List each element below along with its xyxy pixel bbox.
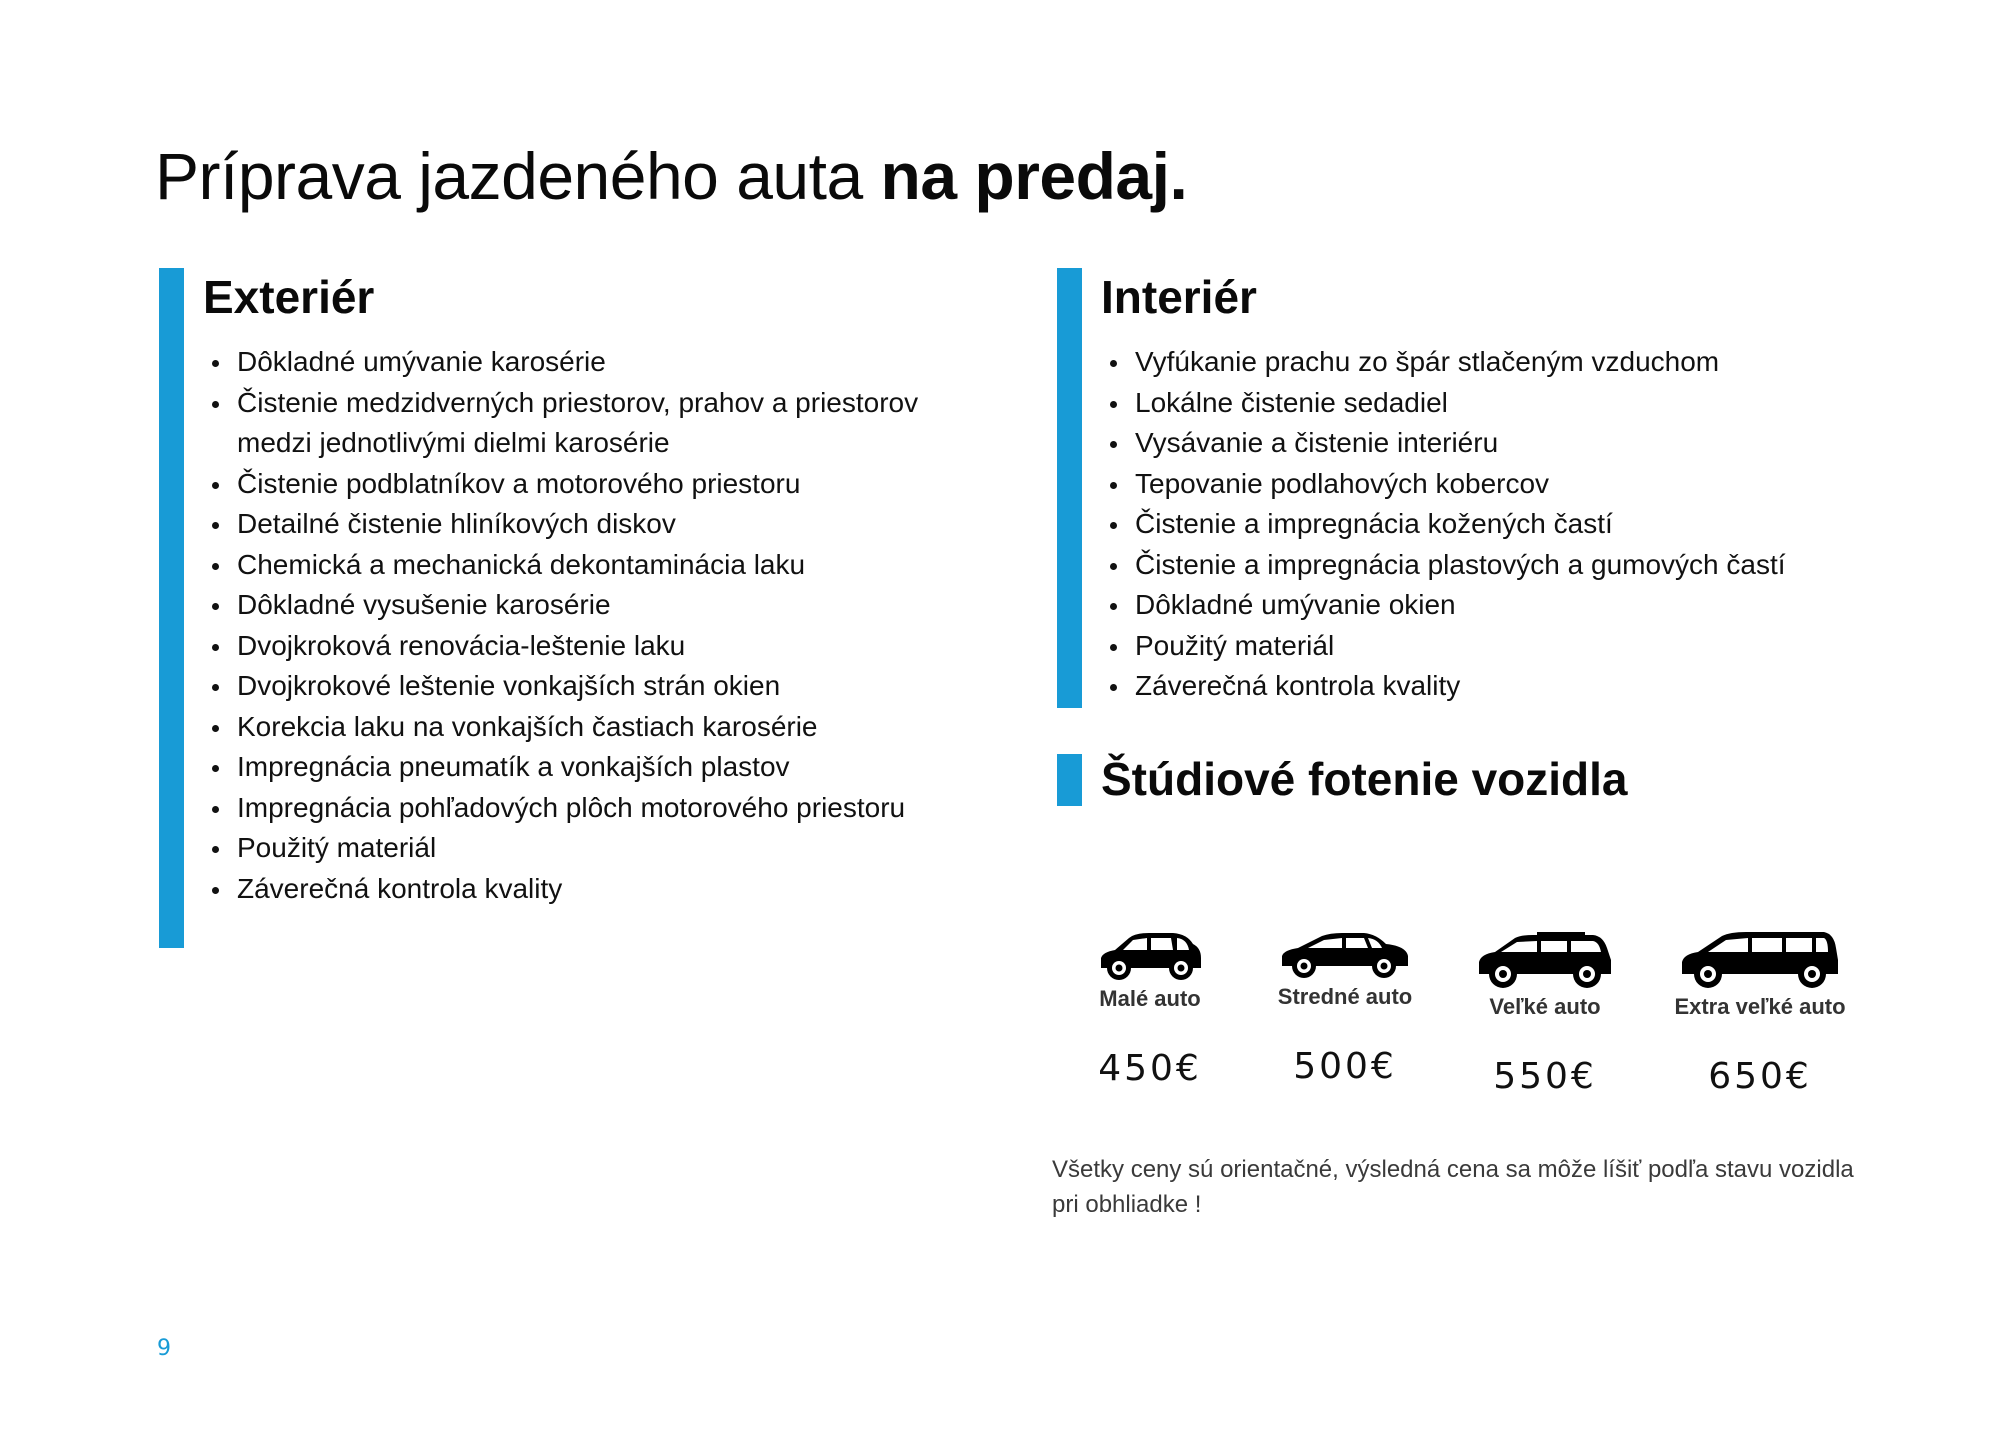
interior-list	[1101, 342, 1991, 707]
list-item: • Vyfúkanie prachu zo špár stlačeným vzduchom	[1131, 342, 1991, 383]
car-price: 550€	[1493, 1056, 1597, 1097]
studio-heading: Štúdiové fotenie vozidla	[1101, 753, 1628, 805]
exterior-section	[159, 268, 919, 948]
page-number: 9	[157, 1336, 171, 1361]
list-item: • Dvojkroková renovácia-leštenie laku	[233, 626, 933, 667]
list-item: • Dvojkrokové leštenie vonkajších strán okien	[233, 666, 933, 707]
car-option-small	[1060, 930, 1240, 1089]
studio-accent-bar	[1057, 754, 1082, 806]
price-disclaimer: Všetky ceny sú orientačné, výsledná cena sa môže líšiť podľa stavu vozidla pri obhliadke !	[1052, 1156, 1854, 1218]
car-price-list	[1040, 930, 1880, 1110]
page-title-regular: Príprava jazdeného auta	[155, 139, 881, 213]
list-item: • Použitý materiál	[1131, 626, 1991, 667]
list-item: • Dôkladné umývanie okien	[1131, 585, 1991, 626]
extra-large-car-icon	[1678, 930, 1842, 990]
list-item: • Použitý materiál	[233, 828, 933, 869]
car-option-large	[1455, 930, 1635, 1097]
exterior-heading: Exteriér	[203, 271, 375, 323]
list-item: • Čistenie medzidverných priestorov, prahov a priestorov medzi jednotlivými dielmi karosérie	[233, 383, 933, 464]
exterior-list	[203, 342, 933, 909]
page-title-bold: na predaj.	[880, 139, 1188, 213]
car-option-medium	[1245, 930, 1445, 1087]
car-price: 450€	[1098, 1048, 1202, 1089]
large-car-icon	[1475, 930, 1615, 990]
interior-accent-bar	[1057, 268, 1082, 708]
list-item: • Detailné čistenie hliníkových diskov	[233, 504, 933, 545]
list-item: • Čistenie podblatníkov a motorového priestoru	[233, 464, 933, 505]
list-item: • Dôkladné vysušenie karosérie	[233, 585, 933, 626]
list-item: • Impregnácia pohľadových plôch motorového priestoru	[233, 788, 933, 829]
car-label: Extra veľké auto	[1674, 994, 1846, 1019]
list-item: • Chemická a mechanická dekontaminácia laku	[233, 545, 933, 586]
list-item: • Impregnácia pneumatík a vonkajších plastov	[233, 747, 933, 788]
car-label: Stredné auto	[1277, 984, 1413, 1009]
small-car-icon	[1095, 930, 1205, 982]
list-item: • Čistenie a impregnácia kožených častí	[1131, 504, 1991, 545]
list-item: • Dôkladné umývanie karosérie	[233, 342, 933, 383]
medium-car-icon	[1278, 930, 1412, 980]
car-price: 650€	[1708, 1056, 1812, 1097]
studio-section	[1057, 752, 1857, 806]
list-item: • Čistenie a impregnácia plastových a gumových častí	[1131, 545, 1991, 586]
exterior-accent-bar	[159, 268, 184, 948]
list-item: • Tepovanie podlahových kobercov	[1131, 464, 1991, 505]
page-title	[155, 138, 1187, 214]
car-label: Malé auto	[1099, 986, 1201, 1011]
car-option-extra-large	[1650, 930, 1870, 1097]
interior-heading: Interiér	[1101, 271, 1257, 323]
list-item: • Vysávanie a čistenie interiéru	[1131, 423, 1991, 464]
car-price: 500€	[1293, 1046, 1397, 1087]
list-item: • Lokálne čistenie sedadiel	[1131, 383, 1991, 424]
list-item: • Korekcia laku na vonkajších častiach karosérie	[233, 707, 933, 748]
list-item: • Záverečná kontrola kvality	[1131, 666, 1991, 707]
car-label: Veľké auto	[1489, 994, 1601, 1019]
interior-section	[1057, 268, 1957, 708]
list-item: • Záverečná kontrola kvality	[233, 869, 933, 910]
